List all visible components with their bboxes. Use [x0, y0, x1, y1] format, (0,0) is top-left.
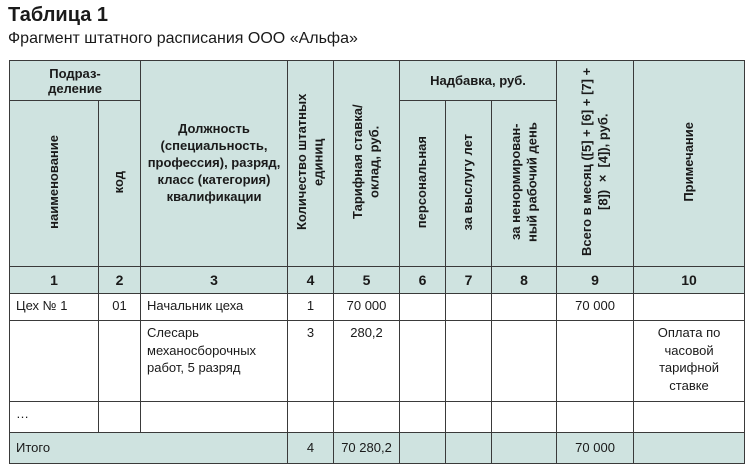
header-position: Должность (специальность, профессия), разряд, класс (категория) квалификации [141, 61, 288, 267]
column-number: 4 [288, 267, 334, 294]
cell-position: Слесарь механосборочных работ, 5 разряд [141, 321, 288, 402]
total-note [634, 433, 745, 464]
table-row [10, 402, 745, 433]
total-count: 4 [288, 433, 334, 464]
table-row [10, 294, 745, 321]
cell-note: Оплата по часовой тарифной ставке [634, 321, 745, 402]
column-number: 7 [446, 267, 492, 294]
column-number: 3 [141, 267, 288, 294]
cell-code [99, 321, 141, 402]
cell-name [10, 321, 99, 402]
cell-name: Цех № 1 [10, 294, 99, 321]
cell-position: Начальник цеха [141, 294, 288, 321]
cell-count [288, 402, 334, 433]
column-number: 5 [334, 267, 400, 294]
cell-name: … [10, 402, 99, 433]
cell-code [99, 402, 141, 433]
table-title: Таблица 1 [8, 4, 109, 26]
cell-tariff: 280,2 [334, 321, 400, 402]
cell-seniority [446, 402, 492, 433]
cell-total [557, 321, 634, 402]
total-tariff: 70 280,2 [334, 433, 400, 464]
header-total-month: Всего в месяц ([5] + [6] + [7] + [8]) × [4]), руб. [557, 61, 634, 267]
header-allowance: Надбавка, руб. [400, 61, 557, 101]
cell-tariff: 70 000 [334, 294, 400, 321]
cell-personal [400, 402, 446, 433]
total-sum: 70 000 [557, 433, 634, 464]
cell-personal [400, 321, 446, 402]
column-number: 9 [557, 267, 634, 294]
header-staff-count: Количество штатных единиц [288, 61, 334, 267]
cell-code: 01 [99, 294, 141, 321]
cell-note [634, 294, 745, 321]
column-number: 10 [634, 267, 745, 294]
total-row [10, 433, 745, 464]
column-number: 8 [492, 267, 557, 294]
cell-tariff [334, 402, 400, 433]
header-note: Примечание [634, 61, 745, 267]
cell-count: 3 [288, 321, 334, 402]
header-subdivision: Подраз-деление [10, 61, 141, 101]
cell-personal [400, 294, 446, 321]
column-number: 2 [99, 267, 141, 294]
cell-position [141, 402, 288, 433]
total-label: Итого [10, 433, 288, 464]
column-number: 6 [400, 267, 446, 294]
table-row [10, 321, 745, 402]
cell-seniority [446, 294, 492, 321]
staffing-table [9, 60, 745, 464]
cell-total [557, 402, 634, 433]
header-seniority: за выслугу лет [446, 101, 492, 267]
column-number: 1 [10, 267, 99, 294]
total-irregular [492, 433, 557, 464]
cell-irregular [492, 294, 557, 321]
header-tariff: Тарифная ставка/оклад, руб. [334, 61, 400, 267]
cell-count: 1 [288, 294, 334, 321]
total-personal [400, 433, 446, 464]
table-subtitle: Фрагмент штатного расписания ООО «Альфа» [8, 30, 358, 47]
cell-irregular [492, 402, 557, 433]
cell-note [634, 402, 745, 433]
cell-seniority [446, 321, 492, 402]
cell-irregular [492, 321, 557, 402]
header-personal: персональная [400, 101, 446, 267]
header-name: наименование [10, 101, 99, 267]
total-seniority [446, 433, 492, 464]
cell-total: 70 000 [557, 294, 634, 321]
header-code: код [99, 101, 141, 267]
header-irregular: за ненормирован-ный рабочий день [492, 101, 557, 267]
